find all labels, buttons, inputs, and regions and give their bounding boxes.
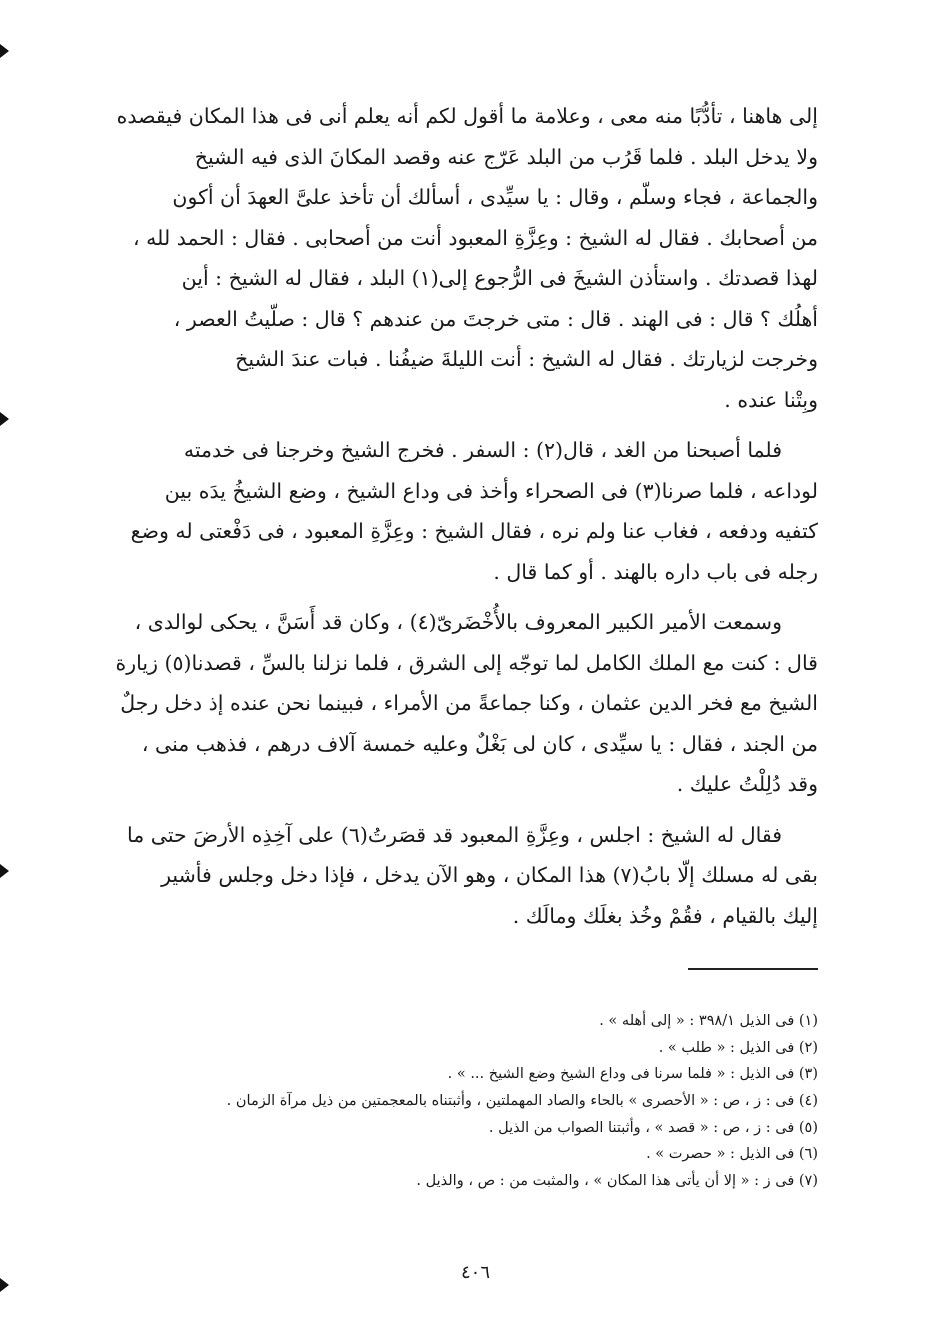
text-line: وخرجت لزيارتك . فقال له الشيخ : أنت الليلةَ ضيفُنا . فبات عندَ الشيخ	[235, 347, 818, 371]
text-line: بقى له مسلك إلّا بابُ(٧) هذا المكان ، وهو الآن يدخل ، فإذا دخل وجلس فأشير	[161, 863, 818, 887]
footnotes	[100, 1008, 818, 1195]
footnote: (٧) فى ز : « إلا أن يأتى هذا المكان » ، والمثبت من : ص ، والذيل .	[416, 1173, 818, 1190]
text-line: قال : كنت مع الملك الكامل لما توجّه إلى الشرق ، فلما نزلنا بالسِّ ، قصدنا(٥) زيارة	[115, 650, 818, 675]
text-line: الشيخ مع فخر الدين عثمان ، وكنا جماعةً من الأمراء ، فبينما نحن عنده إذ دخل رجلٌ	[120, 691, 818, 715]
text-line: وقد دُلِلْتُ عليك .	[676, 772, 818, 796]
footnote: (٣) فى الذيل : « فلما سرنا فى وداع الشيخ وضع الشيخ ... » .	[447, 1066, 818, 1083]
text-line: لهذا قصدتك . واستأذن الشيخَ فى الرُّجوع إلى(١) البلد ، فقال له الشيخ : أين	[181, 266, 818, 290]
text-line: من أصحابك . فقال له الشيخ : وعِزَّةِ المعبود أنت من أصحابى . فقال : الحمد لله ،	[133, 225, 818, 250]
footnote: (٦) فى الذيل : « حصرت » .	[646, 1146, 818, 1163]
text-line: ولا يدخل البلد . فلما قَرُب من البلد عَرّج عنه وقصد المكانَ الذى فيه الشيخ	[194, 144, 818, 169]
left-edge-mark-1	[0, 44, 9, 58]
main-text	[100, 96, 818, 936]
paragraph-gap	[100, 592, 818, 602]
text-line: فقال له الشيخ : اجلس ، وعِزَّةِ المعبود قد قصَرتُ(٦) على آخِذِه الأرضَ حتى ما	[127, 822, 782, 847]
page-number: ٤٠٦	[460, 1262, 490, 1283]
footnote: (٤) فى : ز ، ص : « الأحصرى » بالحاء والصاد المهملتين ، وأثبتناه بالمعجمتين من ذيل مرآة الزمان .	[226, 1093, 818, 1110]
text-line: لوداعه ، فلما صرنا(٣) فى الصحراء وأخذ فى وداع الشيخ ، وضع الشيخُ يدَه بين	[164, 478, 818, 503]
paragraph-gap	[100, 805, 818, 815]
text-line: إليك بالقيام ، فقُمْ وخُذ بغلَك ومالَك .	[512, 903, 818, 928]
text-line: والجماعة ، فجاء وسلّم ، وقال : يا سيِّدى ، أسألك أن تأخذ علىَّ العهدَ أن أكون	[172, 185, 818, 209]
text-line: وسمعت الأمير الكبير المعروف بالأُخْضَرىّ(٤) ، وكان قد أَسَنَّ ، يحكى لوالدى ،	[134, 610, 782, 634]
text-line: كتفيه ودفعه ، فغاب عنا ولم نره ، فقال الشيخ : وعِزَّةِ المعبود ، فى دَفْعتى له وضع	[130, 519, 818, 543]
text-line: إلى هاهنا ، تأدُّبًا منه معى ، وعلامة ما أقول لكم أنه يعلم أنى فى هذا المكان فيقصده	[116, 104, 818, 128]
left-edge-mark-2	[0, 412, 9, 426]
footnote: (١) فى الذيل ٣٩٨/١ : « إلى أهله » .	[599, 1013, 818, 1029]
footnote: (٢) فى الذيل : « طلب » .	[658, 1039, 818, 1056]
paragraph-gap	[100, 420, 818, 430]
footnote: (٥) فى : ز ، ص : « قصد » ، وأثبتنا الصواب من الذيل .	[488, 1119, 818, 1136]
text-line: فلما أصبحنا من الغد ، قال(٢) : السفر . فخرج الشيخ وخرجنا فى خدمته	[183, 438, 782, 462]
text-line: أهلُك ؟ قال : فى الهند . قال : متى خرجتَ من عندهم ؟ قال : صلّيتُ العصر ،	[173, 306, 818, 331]
text-line: رجله فى باب داره بالهند . أو كما قال .	[493, 559, 818, 584]
text-line: من الجند ، فقال : يا سيِّدى ، كان لى بَغْلٌ وعليه خمسة آلاف درهم ، فذهب منى ،	[141, 731, 818, 756]
left-edge-mark-3	[0, 864, 9, 878]
footnote-separator	[688, 968, 818, 970]
text-line: وبِتْنا عنده .	[724, 387, 818, 412]
